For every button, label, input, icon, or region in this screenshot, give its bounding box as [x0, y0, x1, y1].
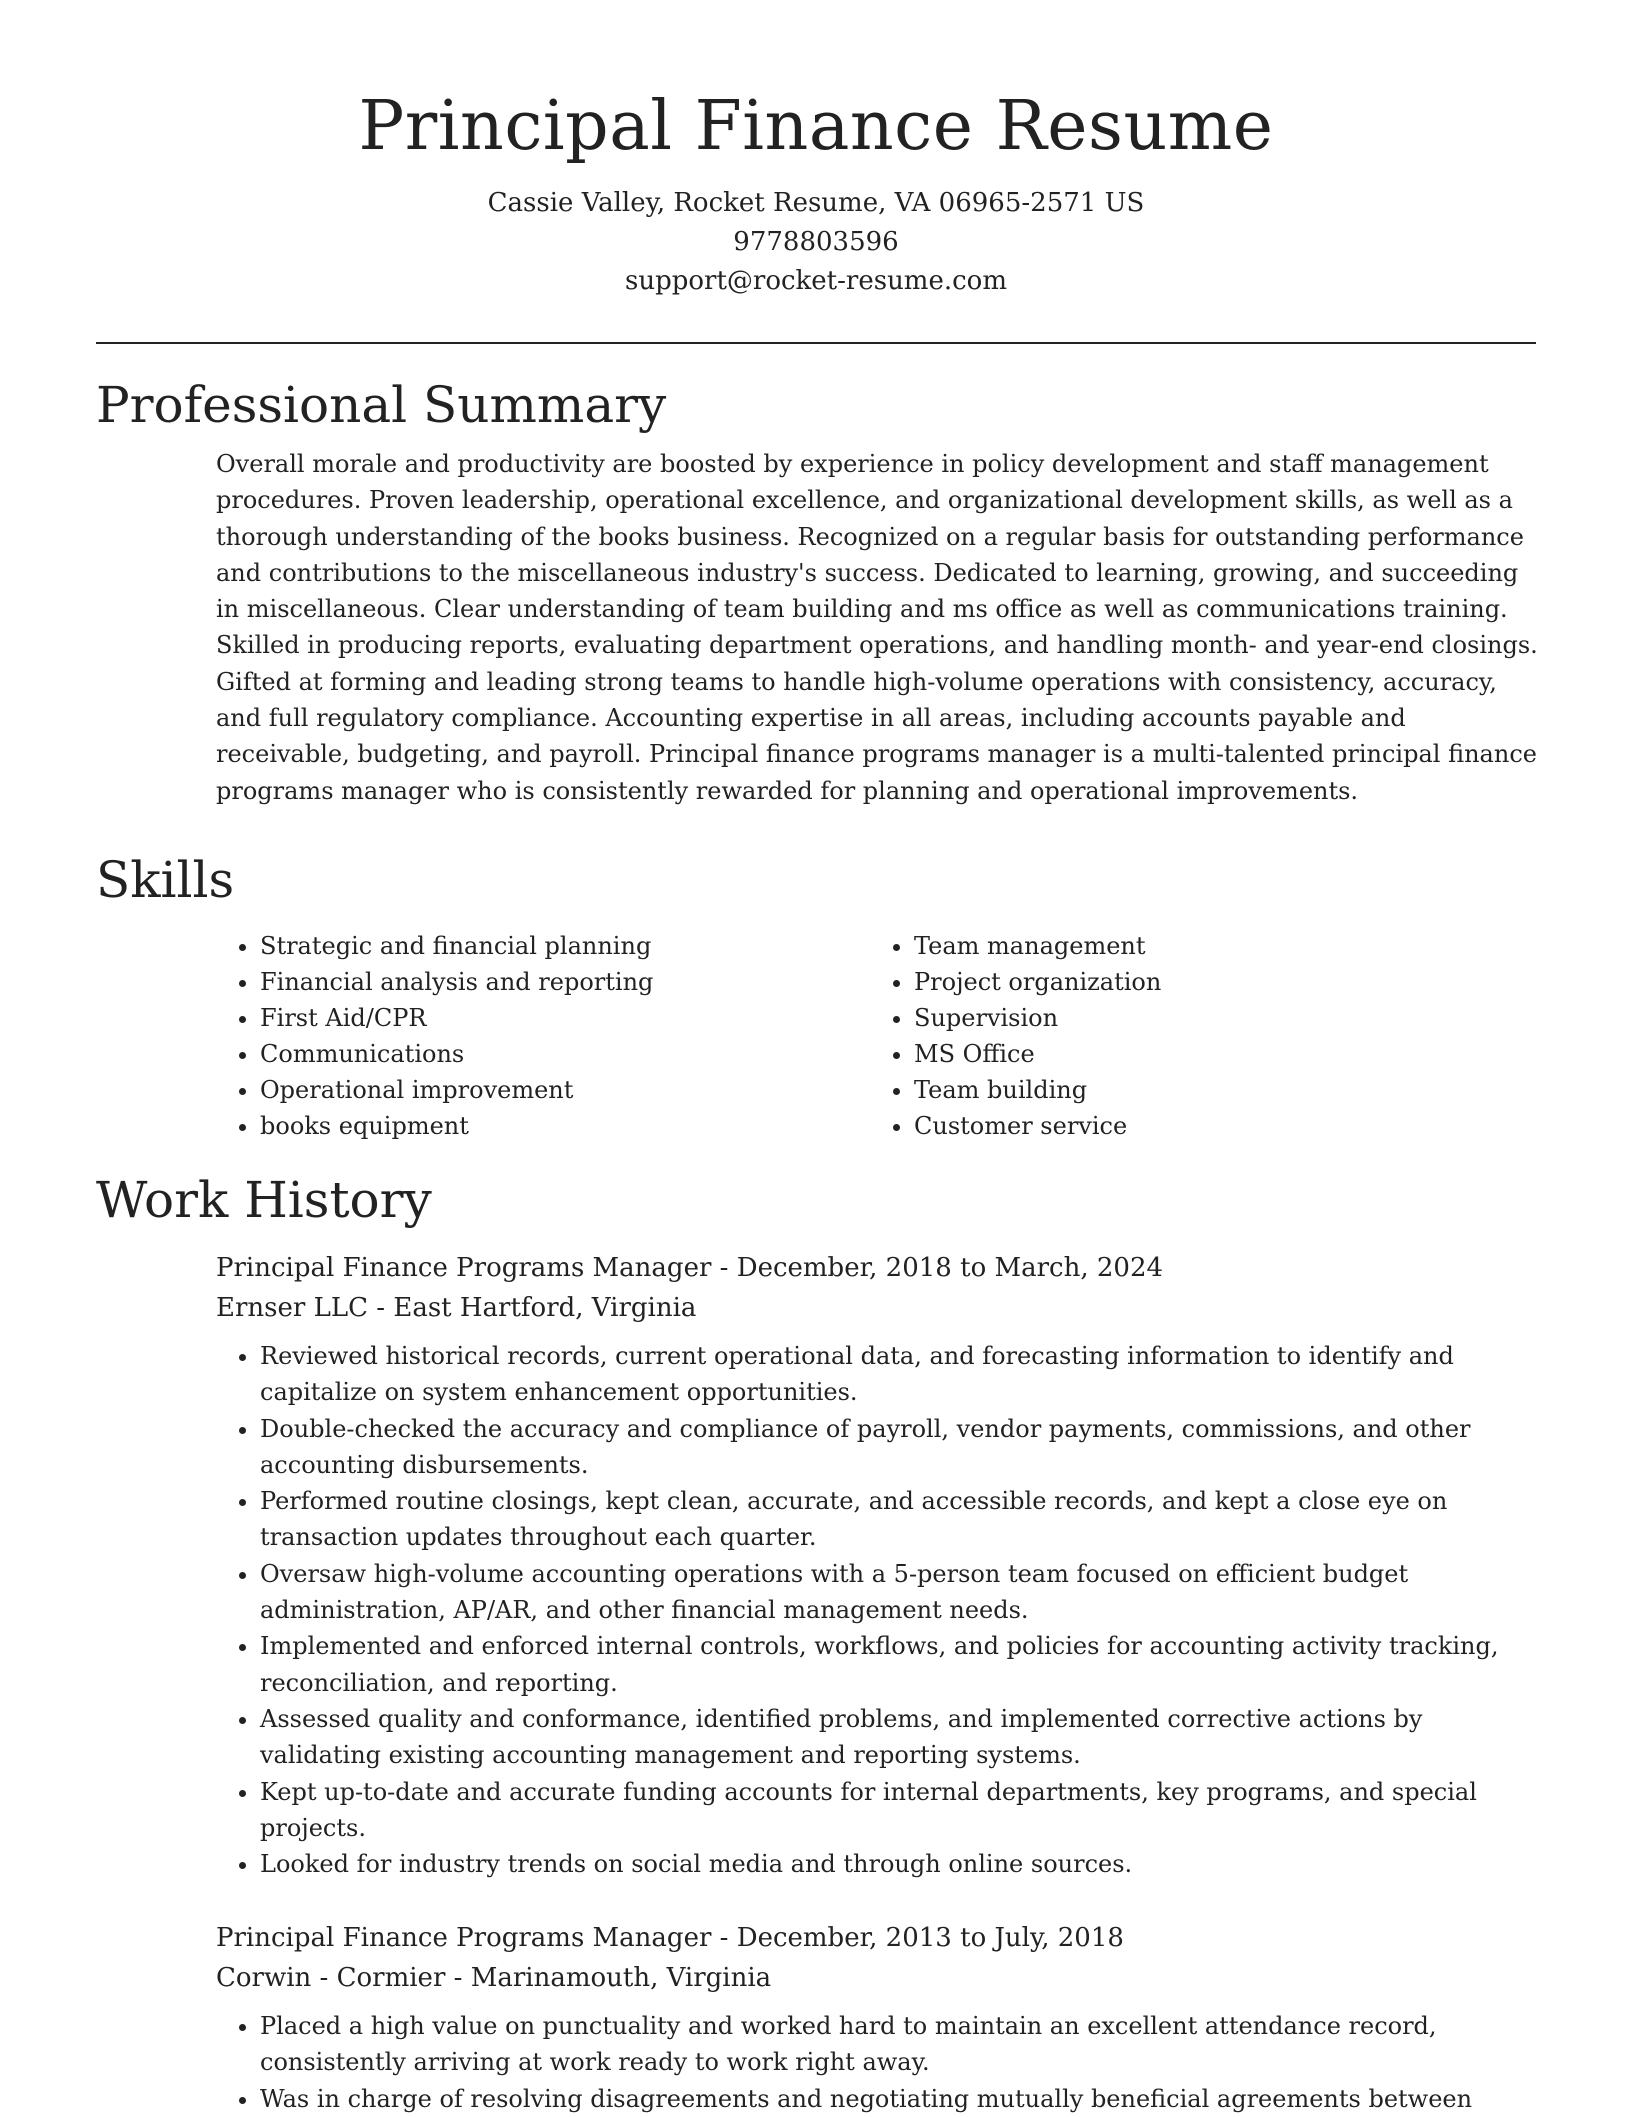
contact-phone: 9778803596	[733, 227, 899, 257]
job-title: Principal Finance Programs Manager	[216, 1923, 712, 1953]
job-title-line: Principal Finance Programs Manager - December, 2018 to March, 2024	[216, 1253, 1164, 1283]
skills-column-right	[870, 928, 1524, 1144]
skills-heading: Skills	[96, 851, 235, 909]
skill-item: • Communications	[260, 1036, 870, 1072]
skill-item: • Operational improvement	[260, 1072, 870, 1108]
job-dates: December, 2018 to March, 2024	[736, 1253, 1164, 1283]
skill-item: • Strategic and financial planning	[260, 928, 870, 964]
summary-text: Overall morale and productivity are boosted by experience in policy development and staff management procedures. Proven leadership, operational excellence, and organizational development skills, as well as a thorough understanding of the books business. Recognized on a regular basis for outstanding performance and contributions to the miscellaneous industry's success. Dedicated to learning, growing, and succeeding in miscellaneous. Clear understanding of team building and ms office as well as communications training. Skilled in producing reports, evaluating department operations, and handling month- and year-end closings. Gifted at forming and leading strong teams to handle high-volume operations with consistency, accuracy, and full regulatory compliance. Accounting expertise in all areas, including accounts payable and receivable, budgeting, and payroll. Principal finance programs manager is a multi-talented principal finance programs manager who is consistently rewarded for planning and operational improvements.	[216, 450, 1538, 805]
job-bullet: • Double-checked the accuracy and compliance of payroll, vendor payments, commissions, and other accounting disbursements.	[260, 1411, 1538, 1484]
skill-item: • Team building	[914, 1072, 1524, 1108]
job-bullet: • Oversaw high-volume accounting operations with a 5-person team focused on efficient budget administration, AP/AR, and other financial management needs.	[260, 1556, 1538, 1629]
header-divider	[96, 342, 1536, 344]
job-bullet: • Was in charge of resolving disagreements and negotiating mutually beneficial agreements between	[260, 2081, 1538, 2117]
job-bullet: • Reviewed historical records, current operational data, and forecasting information to identify and capitalize on system enhancement opportunities.	[260, 1338, 1538, 1411]
contact-block	[0, 184, 1632, 301]
contact-email: support@rocket-resume.com	[624, 266, 1007, 296]
skills-list	[216, 928, 1536, 1144]
job-company-line: Ernser LLC - East Hartford, Virginia	[216, 1293, 697, 1323]
skill-item: • books equipment	[260, 1108, 870, 1144]
work-history-heading: Work History	[96, 1171, 432, 1229]
summary-heading: Professional Summary	[96, 376, 667, 434]
job-bullet: • Looked for industry trends on social media and through online sources.	[260, 1846, 1538, 1882]
skills-column-left	[216, 928, 870, 1144]
job-bullet: • Performed routine closings, kept clean, accurate, and accessible records, and kept a close eye on transaction updates throughout each quarter.	[260, 1483, 1538, 1556]
skill-item: • Project organization	[914, 964, 1524, 1000]
resume-title: Principal Finance Resume	[358, 87, 1274, 166]
job-company-line: Corwin - Cormier - Marinamouth, Virginia	[216, 1963, 772, 1993]
job-bullet: • Placed a high value on punctuality and worked hard to maintain an excellent attendance record, consistently arriving at work ready to work right away.	[260, 2008, 1538, 2081]
job-entry	[216, 1918, 1538, 2117]
job-company: Ernser LLC	[216, 1293, 369, 1323]
skill-item: • Customer service	[914, 1108, 1524, 1144]
job-company: Corwin - Cormier	[216, 1963, 446, 1993]
skill-item: • MS Office	[914, 1036, 1524, 1072]
skill-item: • First Aid/CPR	[260, 1000, 870, 1036]
job-dates: December, 2013 to July, 2018	[736, 1923, 1124, 1953]
job-location: East Hartford, Virginia	[393, 1293, 697, 1323]
job-entry	[216, 1248, 1538, 1882]
job-bullets	[216, 1338, 1538, 1882]
skill-item: • Team management	[914, 928, 1524, 964]
job-bullet: • Implemented and enforced internal controls, workflows, and policies for accounting activity tracking, reconciliation, and reporting.	[260, 1628, 1538, 1701]
job-title: Principal Finance Programs Manager	[216, 1253, 712, 1283]
job-bullet: • Kept up-to-date and accurate funding accounts for internal departments, key programs, and special projects.	[260, 1774, 1538, 1847]
job-title-line: Principal Finance Programs Manager - December, 2013 to July, 2018	[216, 1923, 1124, 1953]
contact-address: Cassie Valley, Rocket Resume, VA 06965-2571 US	[487, 188, 1145, 218]
resume-header	[0, 0, 1632, 301]
skill-item: • Supervision	[914, 1000, 1524, 1036]
job-bullets	[216, 2008, 1538, 2117]
skill-item: • Financial analysis and reporting	[260, 964, 870, 1000]
job-bullet: • Assessed quality and conformance, identified problems, and implemented corrective actions by validating existing accounting management and reporting systems.	[260, 1701, 1538, 1774]
job-location: Marinamouth, Virginia	[470, 1963, 772, 1993]
